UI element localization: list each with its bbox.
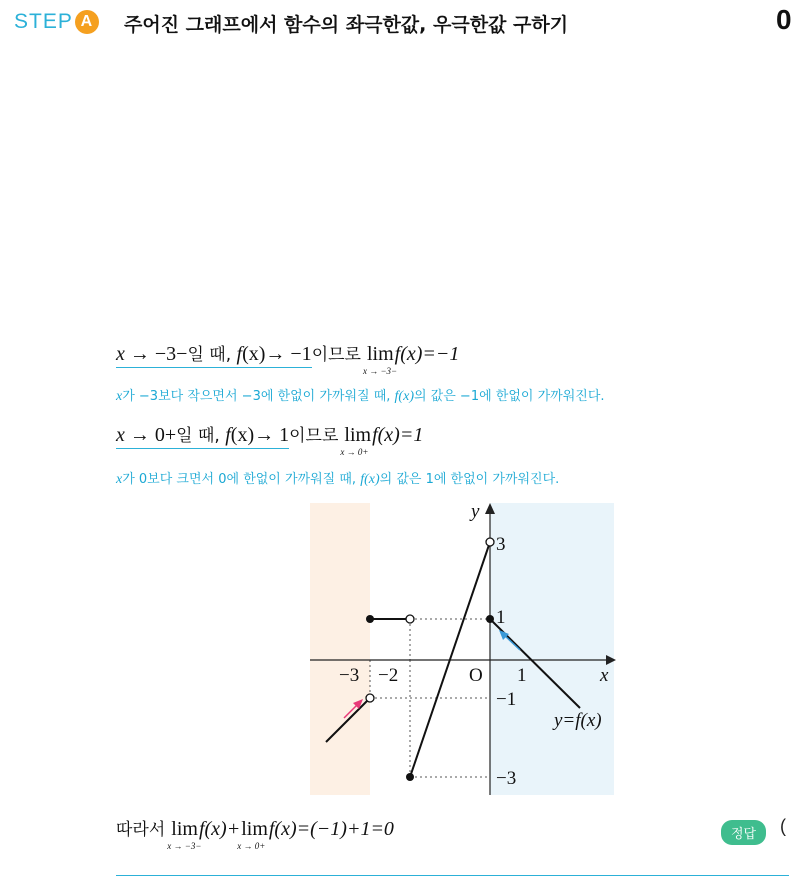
right-limit-statement: x → 0+일 때, f(x)→ 1이므로 lim x → 0+ f(x)=1 <box>116 424 424 457</box>
y-tick-label: −3 <box>496 768 517 789</box>
lim-left: lim x → −3− <box>167 818 202 851</box>
x-tick-label: 1 <box>517 665 527 686</box>
lim-right: lim x → 0+ <box>340 424 372 457</box>
open-point <box>406 615 414 623</box>
section-title: 주어진 그래프에서 함수의 좌극한값, 우극한값 구하기 <box>124 14 569 36</box>
open-point <box>486 538 494 546</box>
function-graph <box>300 495 640 800</box>
curve-label: y=f(x) <box>554 710 602 731</box>
left-region-shade <box>310 503 370 795</box>
x-tick-label: −2 <box>378 665 399 686</box>
y-tick-label: 3 <box>496 534 506 555</box>
origin-label: O <box>469 665 483 686</box>
left-limit-explanation: x가 −3보다 작으면서 −3에 한없이 가까워질 때, f(x)의 값은 −1에 한없이 가까워진다. <box>116 389 605 404</box>
right-region-shade <box>490 503 614 795</box>
x-axis-label: x <box>600 665 609 686</box>
open-point <box>366 694 374 702</box>
closed-point <box>366 615 374 623</box>
answer-fragment: ( <box>780 816 786 836</box>
x-tick-label: −3 <box>339 665 360 686</box>
closed-point <box>486 615 494 623</box>
y-tick-label: 1 <box>496 607 506 628</box>
step-label: STEP A <box>14 10 99 34</box>
lim-right: lim x → 0+ <box>237 818 268 851</box>
guide-lines <box>370 619 490 777</box>
answer-badge: 정답 <box>721 820 766 845</box>
y-axis-label: y <box>471 501 480 522</box>
step-letter-badge: A <box>75 10 99 34</box>
right-limit-condition: x → 0+일 때, f(x)→ 1 <box>116 424 289 449</box>
page-number-fragment: 0 <box>776 4 792 35</box>
conclusion-statement: 따라서 lim x → −3− f(x)+ lim x → 0+ f(x)=(−1)+1=0 <box>116 818 394 851</box>
closed-point <box>406 773 414 781</box>
bottom-divider <box>116 875 789 876</box>
lim-left: lim x → −3− <box>362 343 398 376</box>
left-limit-statement: x → −3−일 때, f(x)→ −1이므로 lim x → −3− f(x)=−1 <box>116 343 460 376</box>
right-limit-explanation: x가 0보다 크면서 0에 한없이 가까워질 때, f(x)의 값은 1에 한없이 가까워진다. <box>116 472 560 487</box>
left-limit-condition: x → −3−일 때, f(x)→ −1 <box>116 343 312 368</box>
y-tick-label: −1 <box>496 689 517 710</box>
